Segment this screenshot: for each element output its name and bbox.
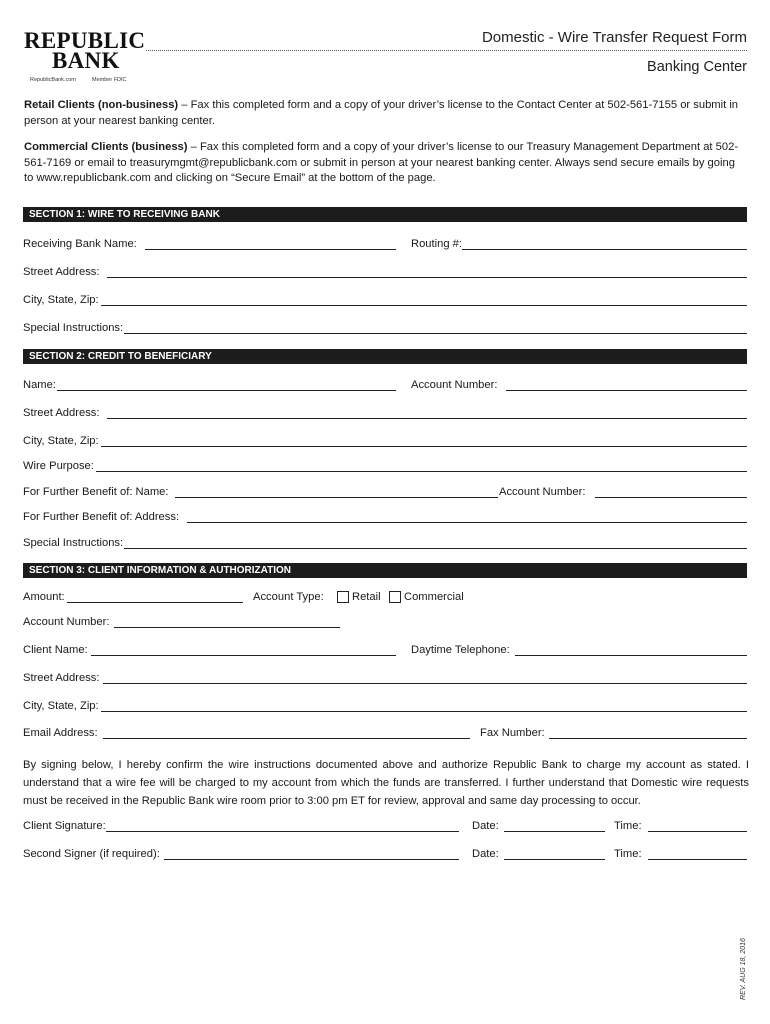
s3-city-field[interactable] xyxy=(101,699,747,712)
s3-client-name-row xyxy=(23,642,747,658)
client-date-field[interactable] xyxy=(504,819,605,832)
ffb-account-label: Account Number: xyxy=(499,486,586,498)
client-name-label: Client Name: xyxy=(23,644,88,656)
daytime-telephone-field[interactable] xyxy=(515,643,747,656)
s3-amount-row xyxy=(23,589,747,605)
s2-wire-purpose-row xyxy=(23,458,747,474)
s2-city-row xyxy=(23,433,747,449)
account-type-label: Account Type: xyxy=(253,591,324,603)
logo-website: RepublicBank.com xyxy=(30,77,76,83)
ffb-address-field[interactable] xyxy=(187,510,747,523)
wire-purpose-label: Wire Purpose: xyxy=(23,460,94,472)
ffb-name-label: For Further Benefit of: Name: xyxy=(23,486,169,498)
form-title: Domestic - Wire Transfer Request Form xyxy=(481,29,747,46)
s1-special-label: Special Instructions: xyxy=(23,322,124,334)
s2-street-row xyxy=(23,405,747,421)
second-signer-row xyxy=(23,846,747,862)
wire-purpose-field[interactable] xyxy=(96,459,747,472)
client-date-label: Date: xyxy=(472,820,499,832)
receiving-bank-name-field[interactable] xyxy=(145,237,396,250)
s1-city-label: City, State, Zip: xyxy=(23,294,99,306)
commercial-instructions xyxy=(24,140,746,187)
s2-special-row xyxy=(23,535,747,551)
s3-account-label: Account Number: xyxy=(23,616,110,628)
section-3-heading: SECTION 3: CLIENT INFORMATION & AUTHORIZATION xyxy=(23,563,747,578)
email-address-label: Email Address: xyxy=(23,727,98,739)
commercial-text: – Fax this completed form and a copy of your driver’s license to our Treasury Management Department at 502-561-7169 or email to treasurymgmt@republicbank.com or submit in person at your nearest banking center. Always send secure emails by going to www.republicbank.com and clicking on “Secure Email” at the bottom of the page. xyxy=(24,141,739,184)
commercial-label: Commercial xyxy=(404,591,464,603)
second-signer-field[interactable] xyxy=(164,847,459,860)
retail-instructions xyxy=(24,98,746,129)
fax-number-label: Fax Number: xyxy=(480,727,545,739)
s2-account-label: Account Number: xyxy=(411,379,498,391)
s2-ffb-address-row xyxy=(23,509,747,525)
authorization-text: By signing below, I hereby confirm the wire instructions documented above and authorize Republic Bank to charge my account as stated. I understand that a wire fee will be charged to my account from which the funds are transferred. I further understand that Domestic wire requests must be received in the Republic Bank wire room prior to 3:00 pm ET for review, approval and same day processing to occur. xyxy=(23,759,749,807)
s3-email-row xyxy=(23,725,747,741)
fax-number-field[interactable] xyxy=(549,726,747,739)
s1-city-row xyxy=(23,292,747,308)
s1-city-field[interactable] xyxy=(101,293,747,306)
section-1-heading: SECTION 1: WIRE TO RECEIVING BANK xyxy=(23,207,747,222)
receiving-bank-name-label: Receiving Bank Name: xyxy=(23,238,137,250)
commercial-checkbox[interactable] xyxy=(389,591,401,603)
retail-label: Retail Clients (non-business) xyxy=(24,99,179,111)
header-divider xyxy=(146,50,747,51)
routing-label: Routing #: xyxy=(411,238,462,250)
s2-city-label: City, State, Zip: xyxy=(23,435,99,447)
section-2-heading: SECTION 2: CREDIT TO BENEFICIARY xyxy=(23,349,747,364)
s2-street-field[interactable] xyxy=(107,406,747,419)
s2-special-label: Special Instructions: xyxy=(23,537,124,549)
second-date-label: Date: xyxy=(472,848,499,860)
retail-label: Retail xyxy=(352,591,381,603)
daytime-telephone-label: Daytime Telephone: xyxy=(411,644,510,656)
client-time-field[interactable] xyxy=(648,819,747,832)
logo-line-1: REPUBLIC xyxy=(24,28,146,53)
logo-line-2: BANK xyxy=(52,48,120,73)
s2-name-row xyxy=(23,377,747,393)
amount-label: Amount: xyxy=(23,591,65,603)
s1-special-row xyxy=(23,320,747,336)
s3-account-row xyxy=(23,614,747,630)
s1-special-field[interactable] xyxy=(124,321,747,334)
logo-fdic: Member FDIC xyxy=(92,77,127,83)
s2-street-label: Street Address: xyxy=(23,407,100,419)
s2-account-field[interactable] xyxy=(506,378,747,391)
retail-text: – Fax this completed form and a copy of your driver’s license to the Contact Center at 502-561-7155 or submit in person at your nearest banking center. xyxy=(24,99,739,127)
client-signature-field[interactable] xyxy=(106,819,459,832)
s2-name-field[interactable] xyxy=(57,378,396,391)
client-time-label: Time: xyxy=(614,820,642,832)
s2-name-label: Name: xyxy=(23,379,56,391)
s3-city-label: City, State, Zip: xyxy=(23,700,99,712)
s1-street-row xyxy=(23,264,747,280)
s2-special-field[interactable] xyxy=(124,536,747,549)
s2-city-field[interactable] xyxy=(101,434,747,447)
email-address-field[interactable] xyxy=(103,726,470,739)
s3-street-row xyxy=(23,670,747,686)
client-name-field[interactable] xyxy=(91,643,396,656)
commercial-label: Commercial Clients (business) xyxy=(24,141,188,153)
bank-logo xyxy=(24,30,144,86)
second-signer-label: Second Signer (if required): xyxy=(23,848,160,860)
receiving-bank-row xyxy=(23,236,747,252)
s3-street-field[interactable] xyxy=(103,671,747,684)
second-time-label: Time: xyxy=(614,848,642,860)
second-date-field[interactable] xyxy=(504,847,605,860)
amount-field[interactable] xyxy=(67,590,243,603)
ffb-address-label: For Further Benefit of: Address: xyxy=(23,511,180,523)
revision-date: REV. AUG 18, 2016 xyxy=(740,938,747,1000)
client-signature-label: Client Signature: xyxy=(23,820,106,832)
ffb-account-field[interactable] xyxy=(595,485,747,498)
routing-field[interactable] xyxy=(462,237,747,250)
form-subtitle: Banking Center xyxy=(647,59,747,75)
ffb-name-field[interactable] xyxy=(175,485,498,498)
s1-street-field[interactable] xyxy=(107,265,747,278)
s3-city-row xyxy=(23,698,747,714)
s2-ffb-name-row xyxy=(23,484,747,500)
s1-street-label: Street Address: xyxy=(23,266,100,278)
client-signature-row xyxy=(23,818,747,834)
s3-account-field[interactable] xyxy=(114,615,340,628)
s3-street-label: Street Address: xyxy=(23,672,100,684)
second-time-field[interactable] xyxy=(648,847,747,860)
retail-checkbox[interactable] xyxy=(337,591,349,603)
